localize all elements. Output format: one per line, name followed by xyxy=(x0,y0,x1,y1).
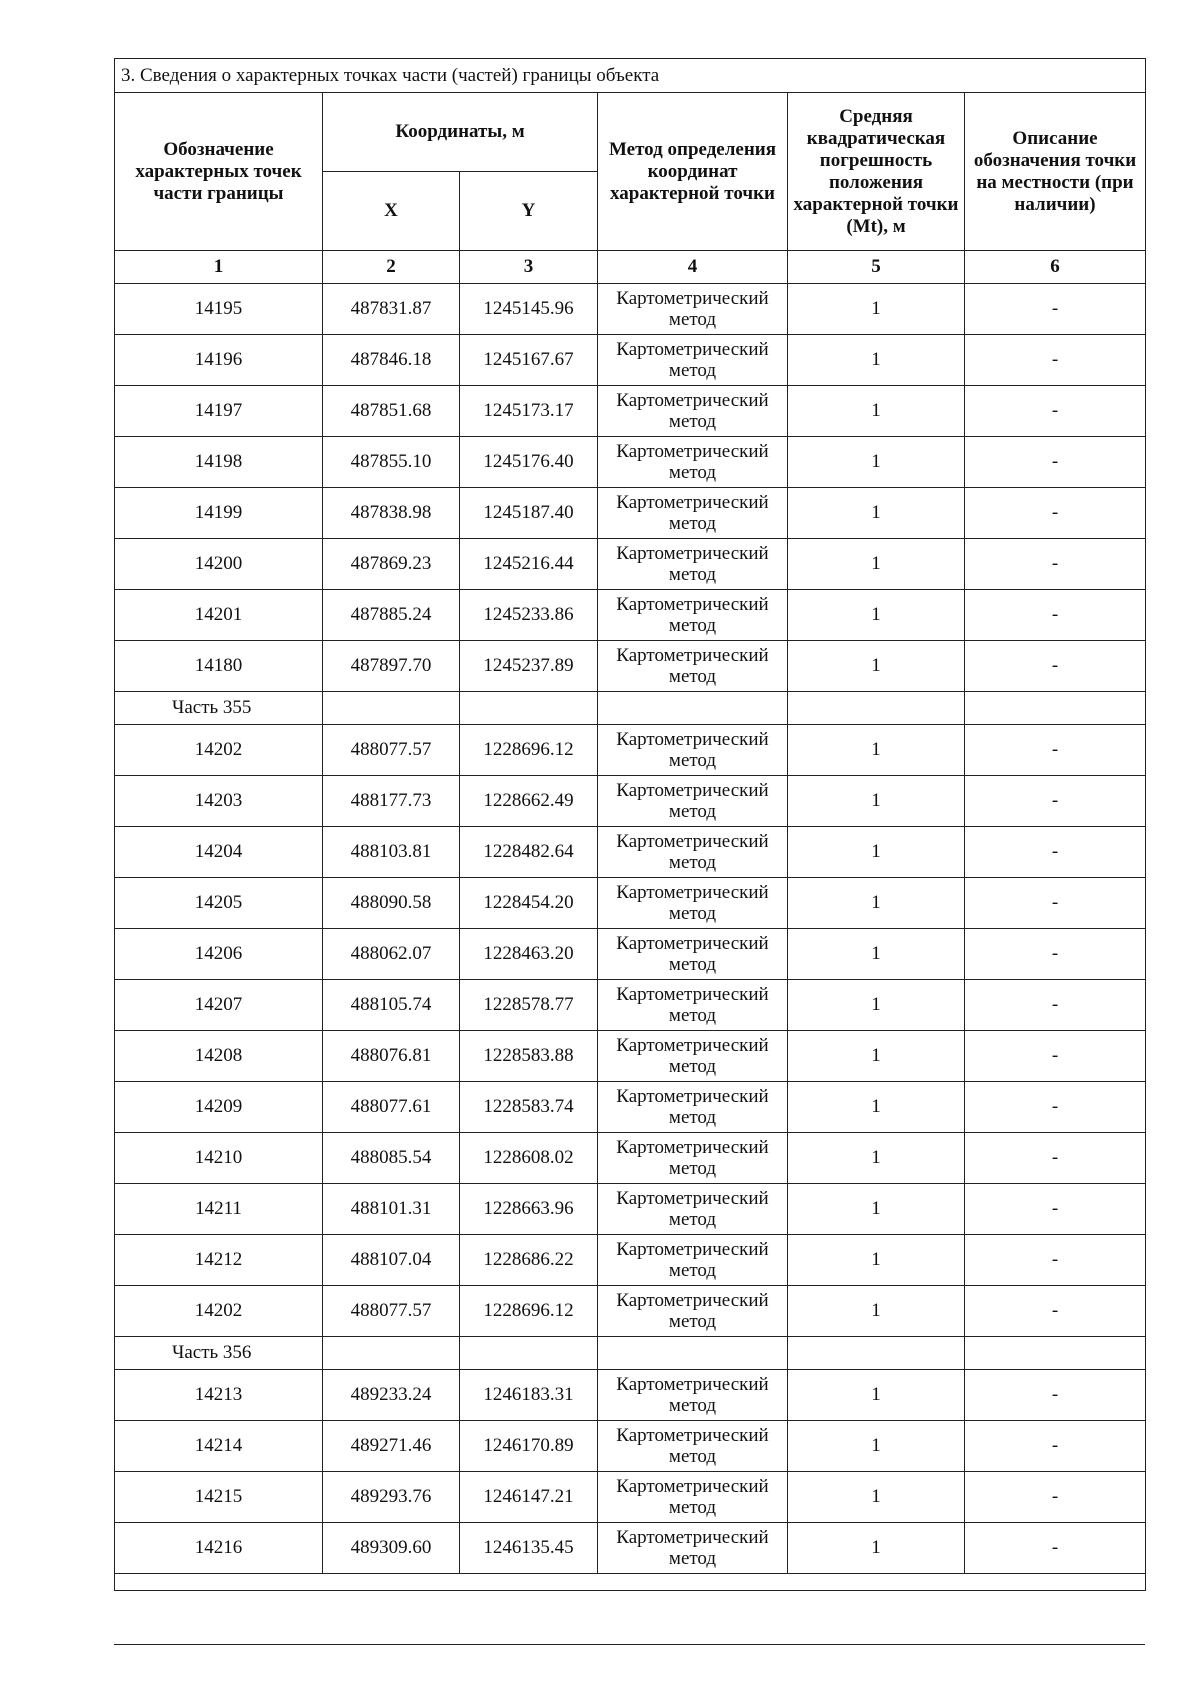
point-id: 14207 xyxy=(115,980,323,1031)
point-id: 14209 xyxy=(115,1082,323,1133)
point-id: 14205 xyxy=(115,878,323,929)
method-line-2: метод xyxy=(668,1107,717,1128)
method-line-2: метод xyxy=(668,462,717,483)
error-mt: 1 xyxy=(788,641,965,692)
point-description: - xyxy=(965,284,1146,335)
column-number-row xyxy=(115,251,1146,284)
coord-x: 488090.58 xyxy=(323,878,460,929)
coord-y: 1228482.64 xyxy=(460,827,598,878)
method-line-1: Картометрический xyxy=(616,1188,769,1209)
method-cell xyxy=(598,386,788,437)
method-line-1: Картометрический xyxy=(616,729,769,750)
point-id: 14212 xyxy=(115,1235,323,1286)
point-description: - xyxy=(965,1286,1146,1337)
table-body xyxy=(115,59,1146,1591)
column-number: 4 xyxy=(598,251,788,284)
coord-y: 1245216.44 xyxy=(460,539,598,590)
method-line-1: Картометрический xyxy=(616,882,769,903)
table-row xyxy=(115,335,1146,386)
point-id: 14199 xyxy=(115,488,323,539)
header-method: Метод определения координат характерной точки xyxy=(598,93,788,251)
coord-y: 1228583.74 xyxy=(460,1082,598,1133)
method-line-1: Картометрический xyxy=(616,1290,769,1311)
table-row xyxy=(115,1286,1146,1337)
empty-cell xyxy=(965,1337,1146,1370)
error-mt: 1 xyxy=(788,1031,965,1082)
method-line-2: метод xyxy=(668,1395,717,1416)
table-row xyxy=(115,539,1146,590)
coord-y: 1245176.40 xyxy=(460,437,598,488)
method-cell xyxy=(598,1082,788,1133)
coord-x: 489309.60 xyxy=(323,1523,460,1574)
table-row xyxy=(115,827,1146,878)
error-mt: 1 xyxy=(788,386,965,437)
error-mt: 1 xyxy=(788,284,965,335)
point-id: 14200 xyxy=(115,539,323,590)
error-mt: 1 xyxy=(788,980,965,1031)
point-id: 14210 xyxy=(115,1133,323,1184)
coord-y: 1245187.40 xyxy=(460,488,598,539)
table-row xyxy=(115,284,1146,335)
error-mt: 1 xyxy=(788,878,965,929)
error-mt: 1 xyxy=(788,827,965,878)
point-id: 14201 xyxy=(115,590,323,641)
method-line-2: метод xyxy=(668,1209,717,1230)
method-cell xyxy=(598,335,788,386)
method-cell xyxy=(598,1133,788,1184)
header-description: Описание обозначения точки на местности (при наличии) xyxy=(965,93,1146,251)
error-mt: 1 xyxy=(788,488,965,539)
point-description: - xyxy=(965,878,1146,929)
coord-x: 487885.24 xyxy=(323,590,460,641)
point-description: - xyxy=(965,488,1146,539)
method-line-2: метод xyxy=(668,1548,717,1569)
method-line-1: Картометрический xyxy=(616,492,769,513)
coord-x: 487869.23 xyxy=(323,539,460,590)
method-cell xyxy=(598,827,788,878)
method-line-1: Картометрический xyxy=(616,1086,769,1107)
empty-cell xyxy=(965,692,1146,725)
error-mt: 1 xyxy=(788,539,965,590)
coord-y: 1228578.77 xyxy=(460,980,598,1031)
column-number: 3 xyxy=(460,251,598,284)
point-id: 14213 xyxy=(115,1370,323,1421)
empty-cell xyxy=(460,1337,598,1370)
coord-x: 487897.70 xyxy=(323,641,460,692)
coord-x: 489293.76 xyxy=(323,1472,460,1523)
point-description: - xyxy=(965,1184,1146,1235)
table-row xyxy=(115,590,1146,641)
method-line-1: Картометрический xyxy=(616,1374,769,1395)
point-description: - xyxy=(965,1235,1146,1286)
method-line-2: метод xyxy=(668,1158,717,1179)
method-line-1: Картометрический xyxy=(616,1527,769,1548)
coord-x: 487831.87 xyxy=(323,284,460,335)
coord-y: 1245145.96 xyxy=(460,284,598,335)
point-description: - xyxy=(965,335,1146,386)
part-heading-row xyxy=(115,692,1146,725)
part-label: Часть 356 xyxy=(115,1337,323,1370)
method-line-1: Картометрический xyxy=(616,984,769,1005)
method-line-2: метод xyxy=(668,801,717,822)
error-mt: 1 xyxy=(788,1082,965,1133)
method-line-1: Картометрический xyxy=(616,1137,769,1158)
table-row xyxy=(115,386,1146,437)
empty-cell xyxy=(115,1574,1146,1591)
coord-x: 487846.18 xyxy=(323,335,460,386)
coord-y: 1246147.21 xyxy=(460,1472,598,1523)
coord-y: 1228662.49 xyxy=(460,776,598,827)
point-id: 14202 xyxy=(115,725,323,776)
error-mt: 1 xyxy=(788,437,965,488)
point-description: - xyxy=(965,641,1146,692)
header-error: Средняя квадратическая погрешность положения характерной точки (Mt), м xyxy=(788,93,965,251)
coord-y: 1246135.45 xyxy=(460,1523,598,1574)
method-line-2: метод xyxy=(668,564,717,585)
header-coordinates: Координаты, м xyxy=(323,93,598,172)
point-description: - xyxy=(965,590,1146,641)
method-line-1: Картометрический xyxy=(616,390,769,411)
error-mt: 1 xyxy=(788,1370,965,1421)
method-line-2: метод xyxy=(668,513,717,534)
method-line-1: Картометрический xyxy=(616,1476,769,1497)
method-cell xyxy=(598,1370,788,1421)
point-description: - xyxy=(965,437,1146,488)
header-designation: Обозначение характерных точек части границы xyxy=(115,93,323,251)
point-description: - xyxy=(965,980,1146,1031)
table-row xyxy=(115,1184,1146,1235)
point-id: 14208 xyxy=(115,1031,323,1082)
coord-x: 488076.81 xyxy=(323,1031,460,1082)
table-end-row xyxy=(115,1574,1146,1591)
coord-x: 488062.07 xyxy=(323,929,460,980)
method-line-2: метод xyxy=(668,615,717,636)
method-line-2: метод xyxy=(668,954,717,975)
empty-cell xyxy=(788,692,965,725)
coord-y: 1228454.20 xyxy=(460,878,598,929)
table-row xyxy=(115,725,1146,776)
table-caption-row xyxy=(115,59,1146,93)
empty-cell xyxy=(788,1337,965,1370)
error-mt: 1 xyxy=(788,590,965,641)
point-description: - xyxy=(965,1031,1146,1082)
boundary-points-table xyxy=(114,58,1146,1591)
error-mt: 1 xyxy=(788,1286,965,1337)
empty-cell xyxy=(323,1337,460,1370)
part-label: Часть 355 xyxy=(115,692,323,725)
method-line-1: Картометрический xyxy=(616,831,769,852)
point-id: 14202 xyxy=(115,1286,323,1337)
point-description: - xyxy=(965,929,1146,980)
method-cell xyxy=(598,725,788,776)
coord-y: 1228686.22 xyxy=(460,1235,598,1286)
method-cell xyxy=(598,590,788,641)
header-row xyxy=(115,93,1146,172)
table-row xyxy=(115,1421,1146,1472)
point-id: 14198 xyxy=(115,437,323,488)
coord-x: 488077.57 xyxy=(323,1286,460,1337)
coord-y: 1228696.12 xyxy=(460,725,598,776)
error-mt: 1 xyxy=(788,1421,965,1472)
method-line-2: метод xyxy=(668,1056,717,1077)
error-mt: 1 xyxy=(788,1133,965,1184)
point-description: - xyxy=(965,1082,1146,1133)
coord-y: 1228583.88 xyxy=(460,1031,598,1082)
method-cell xyxy=(598,776,788,827)
coord-x: 488177.73 xyxy=(323,776,460,827)
point-description: - xyxy=(965,1472,1146,1523)
column-number: 6 xyxy=(965,251,1146,284)
point-id: 14206 xyxy=(115,929,323,980)
method-cell xyxy=(598,641,788,692)
method-line-2: метод xyxy=(668,903,717,924)
method-line-2: метод xyxy=(668,750,717,771)
method-line-2: метод xyxy=(668,1005,717,1026)
table-row xyxy=(115,878,1146,929)
method-line-1: Картометрический xyxy=(616,645,769,666)
table-row xyxy=(115,1523,1146,1574)
header-x: X xyxy=(323,172,460,251)
point-id: 14211 xyxy=(115,1184,323,1235)
coord-x: 488077.61 xyxy=(323,1082,460,1133)
point-description: - xyxy=(965,386,1146,437)
error-mt: 1 xyxy=(788,1472,965,1523)
error-mt: 1 xyxy=(788,1184,965,1235)
table-row xyxy=(115,776,1146,827)
point-id: 14195 xyxy=(115,284,323,335)
table-row xyxy=(115,488,1146,539)
table-row xyxy=(115,1472,1146,1523)
coord-y: 1246183.31 xyxy=(460,1370,598,1421)
table-row xyxy=(115,929,1146,980)
coord-y: 1245173.17 xyxy=(460,386,598,437)
point-id: 14215 xyxy=(115,1472,323,1523)
coordinates-sheet xyxy=(114,58,1145,1591)
column-number: 1 xyxy=(115,251,323,284)
coord-x: 488085.54 xyxy=(323,1133,460,1184)
table-row xyxy=(115,1370,1146,1421)
coord-x: 488103.81 xyxy=(323,827,460,878)
coord-x: 489271.46 xyxy=(323,1421,460,1472)
method-cell xyxy=(598,1031,788,1082)
coord-x: 487851.68 xyxy=(323,386,460,437)
method-line-2: метод xyxy=(668,1446,717,1467)
method-cell xyxy=(598,437,788,488)
method-line-2: метод xyxy=(668,666,717,687)
method-line-1: Картометрический xyxy=(616,933,769,954)
coord-y: 1245167.67 xyxy=(460,335,598,386)
error-mt: 1 xyxy=(788,335,965,386)
table-row xyxy=(115,980,1146,1031)
method-line-1: Картометрический xyxy=(616,594,769,615)
coord-x: 487855.10 xyxy=(323,437,460,488)
empty-cell xyxy=(598,1337,788,1370)
point-description: - xyxy=(965,1523,1146,1574)
point-description: - xyxy=(965,1133,1146,1184)
method-line-2: метод xyxy=(668,1311,717,1332)
point-id: 14180 xyxy=(115,641,323,692)
method-cell xyxy=(598,980,788,1031)
coord-y: 1228696.12 xyxy=(460,1286,598,1337)
method-line-1: Картометрический xyxy=(616,1239,769,1260)
point-description: - xyxy=(965,725,1146,776)
empty-cell xyxy=(323,692,460,725)
method-line-2: метод xyxy=(668,852,717,873)
error-mt: 1 xyxy=(788,1523,965,1574)
table-row xyxy=(115,1082,1146,1133)
footer-divider xyxy=(114,1644,1145,1645)
coord-x: 488105.74 xyxy=(323,980,460,1031)
point-description: - xyxy=(965,1421,1146,1472)
method-cell xyxy=(598,1472,788,1523)
point-description: - xyxy=(965,539,1146,590)
point-id: 14204 xyxy=(115,827,323,878)
column-number: 2 xyxy=(323,251,460,284)
point-id: 14216 xyxy=(115,1523,323,1574)
point-id: 14197 xyxy=(115,386,323,437)
table-row xyxy=(115,1235,1146,1286)
table-row xyxy=(115,641,1146,692)
method-line-2: метод xyxy=(668,309,717,330)
point-id: 14196 xyxy=(115,335,323,386)
coord-y: 1228608.02 xyxy=(460,1133,598,1184)
method-cell xyxy=(598,1523,788,1574)
method-line-2: метод xyxy=(668,411,717,432)
table-row xyxy=(115,1031,1146,1082)
point-description: - xyxy=(965,827,1146,878)
method-cell xyxy=(598,284,788,335)
method-cell xyxy=(598,539,788,590)
method-cell xyxy=(598,1184,788,1235)
coord-y: 1245233.86 xyxy=(460,590,598,641)
method-line-2: метод xyxy=(668,1260,717,1281)
point-id: 14203 xyxy=(115,776,323,827)
method-line-1: Картометрический xyxy=(616,339,769,360)
method-line-2: метод xyxy=(668,1497,717,1518)
table-caption: 3. Сведения о характерных точках части (частей) границы объекта xyxy=(115,59,1146,93)
part-heading-row xyxy=(115,1337,1146,1370)
empty-cell xyxy=(598,692,788,725)
coord-x: 487838.98 xyxy=(323,488,460,539)
coord-y: 1245237.89 xyxy=(460,641,598,692)
error-mt: 1 xyxy=(788,929,965,980)
error-mt: 1 xyxy=(788,1235,965,1286)
error-mt: 1 xyxy=(788,776,965,827)
point-id: 14214 xyxy=(115,1421,323,1472)
method-line-1: Картометрический xyxy=(616,1425,769,1446)
coord-x: 489233.24 xyxy=(323,1370,460,1421)
method-line-1: Картометрический xyxy=(616,543,769,564)
coord-x: 488077.57 xyxy=(323,725,460,776)
empty-cell xyxy=(460,692,598,725)
coord-y: 1246170.89 xyxy=(460,1421,598,1472)
method-line-1: Картометрический xyxy=(616,441,769,462)
method-cell xyxy=(598,488,788,539)
method-cell xyxy=(598,929,788,980)
method-line-1: Картометрический xyxy=(616,1035,769,1056)
method-cell xyxy=(598,1286,788,1337)
coord-x: 488101.31 xyxy=(323,1184,460,1235)
method-line-1: Картометрический xyxy=(616,780,769,801)
method-line-1: Картометрический xyxy=(616,288,769,309)
method-cell xyxy=(598,878,788,929)
coord-y: 1228663.96 xyxy=(460,1184,598,1235)
coord-x: 488107.04 xyxy=(323,1235,460,1286)
error-mt: 1 xyxy=(788,725,965,776)
coord-y: 1228463.20 xyxy=(460,929,598,980)
method-cell xyxy=(598,1421,788,1472)
point-description: - xyxy=(965,776,1146,827)
table-row xyxy=(115,1133,1146,1184)
method-line-2: метод xyxy=(668,360,717,381)
method-cell xyxy=(598,1235,788,1286)
table-row xyxy=(115,437,1146,488)
column-number: 5 xyxy=(788,251,965,284)
point-description: - xyxy=(965,1370,1146,1421)
header-y: Y xyxy=(460,172,598,251)
